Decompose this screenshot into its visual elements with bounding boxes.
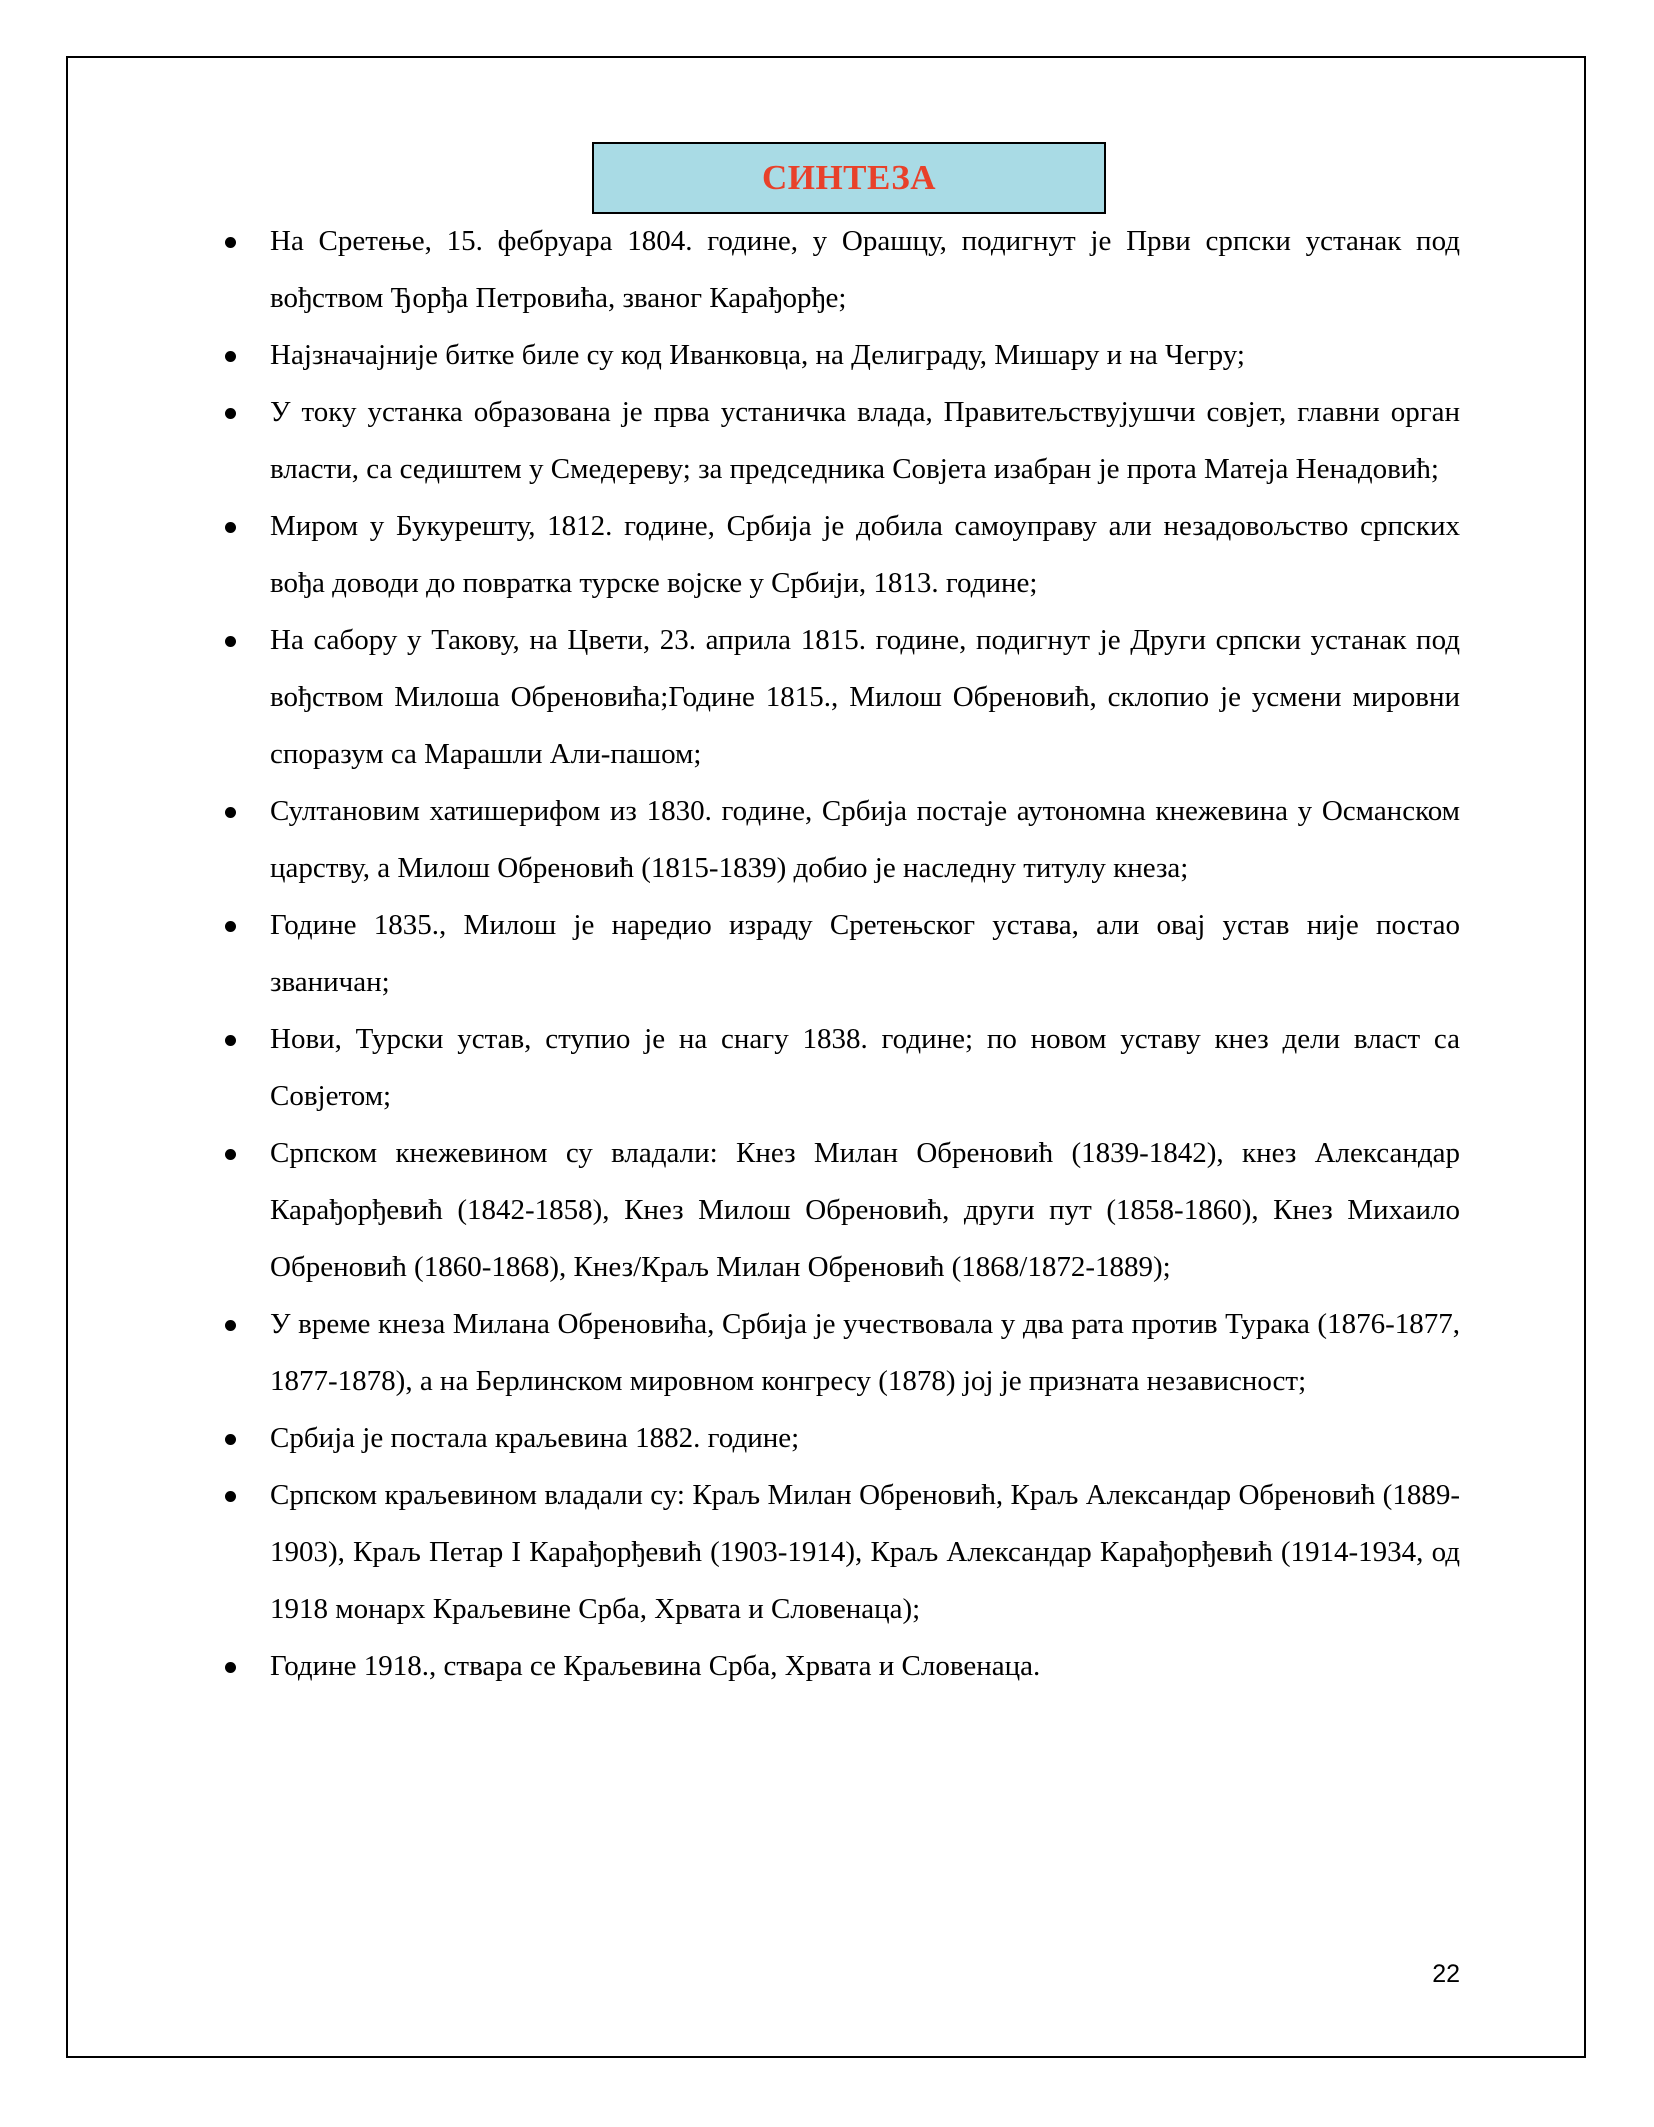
list-item <box>210 384 1460 498</box>
title-box <box>592 142 1106 214</box>
list-item-text: Српском краљевином владали су: Краљ Милан Обреновић, Краљ Александар Обреновић (1889-1903), Краљ Петар I Карађорђевић (1903-1914), Краљ Александар Карађорђевић (1914-1934, од 1918 монарх Краљевине Срба, Хрвата и Словенаца); <box>270 1479 1460 1625</box>
list-item <box>210 1011 1460 1125</box>
bullet-icon <box>225 921 236 932</box>
list-item-text: У време кнеза Милана Обреновића, Србија је учествовала у два рата против Турака (1876-1877, 1877-1878), а на Берлинском мировном конгресу (1878) јој је призната независност; <box>270 1308 1460 1397</box>
list-item-text: Миром у Букурешту, 1812. године, Србија је добила самоуправу али незадовољство српских вођа доводи до повратка турске војске у Србији, 1813. године; <box>270 510 1460 599</box>
list-item-text: Србија је постала краљевина 1882. године; <box>270 1422 800 1454</box>
list-item <box>210 327 1460 384</box>
list-item-text: У току устанка образована је прва устаничка влада, Правитељствујушчи совјет, главни орган власти, са седиштем у Смедереву; за председника Совјета изабран је прота Матеја Ненадовић; <box>270 396 1460 485</box>
list-item <box>210 1410 1460 1467</box>
list-item <box>210 897 1460 1011</box>
list-item-text: Султановим хатишерифом из 1830. године, Србија постаје аутономна кнежевина у Османском царству, а Милош Обреновић (1815-1839) добио је наследну титулу кнеза; <box>270 795 1460 884</box>
list-item <box>210 783 1460 897</box>
bullet-icon <box>225 1149 236 1160</box>
list-item <box>210 612 1460 783</box>
bullet-icon <box>225 1491 236 1502</box>
bullet-icon <box>225 237 236 248</box>
list-item <box>210 1467 1460 1638</box>
bullet-icon <box>225 1320 236 1331</box>
list-item <box>210 1296 1460 1410</box>
list-item <box>210 498 1460 612</box>
list-item <box>210 1125 1460 1296</box>
list-item-text: На сабору у Такову, на Цвети, 23. априла 1815. године, подигнут је Други српски устанак под вођством Милоша Обреновића;Године 1815., Милош Обреновић, склопио је усмени мировни споразум са Марашли Али-пашом; <box>270 624 1460 770</box>
bullet-icon <box>225 408 236 419</box>
bullet-icon <box>225 807 236 818</box>
list-item-text: Године 1918., ствара се Краљевина Срба, Хрвата и Словенаца. <box>270 1650 1041 1682</box>
list-item-text: Нови, Турски устав, ступио је на снагу 1838. године; по новом уставу кнез дели власт са Совјетом; <box>270 1023 1460 1112</box>
list-item-text: На Сретење, 15. фебруара 1804. године, у Орашцу, подигнут је Први српски устанак под вођством Ђорђа Петровића, званог Карађорђе; <box>270 225 1460 314</box>
bullet-icon <box>225 1434 236 1445</box>
bullet-icon <box>225 1035 236 1046</box>
list-item-text: Најзначајније битке биле су код Иванковца, на Делиграду, Мишару и на Чегру; <box>270 339 1245 371</box>
list-item <box>210 1638 1460 1695</box>
bullet-icon <box>225 351 236 362</box>
bullet-icon <box>225 636 236 647</box>
page-title: СИНТЕЗА <box>761 158 937 197</box>
bullet-icon <box>225 1662 236 1673</box>
list-item <box>210 213 1460 327</box>
synthesis-list <box>210 213 1460 1695</box>
list-item-text: Српском кнежевином су владали: Кнез Милан Обреновић (1839-1842), кнез Александар Карађорђевић (1842-1858), Кнез Милош Обреновић, други пут (1858-1860), Кнез Михаило Обреновић (1860-1868), Кнез/Краљ Милан Обреновић (1868/1872-1889); <box>270 1137 1460 1283</box>
list-item-text: Године 1835., Милош је наредио израду Сретењског устава, али овај устав није постао званичан; <box>270 909 1460 998</box>
page-number: 22 <box>1432 1960 1460 1988</box>
bullet-icon <box>225 522 236 533</box>
